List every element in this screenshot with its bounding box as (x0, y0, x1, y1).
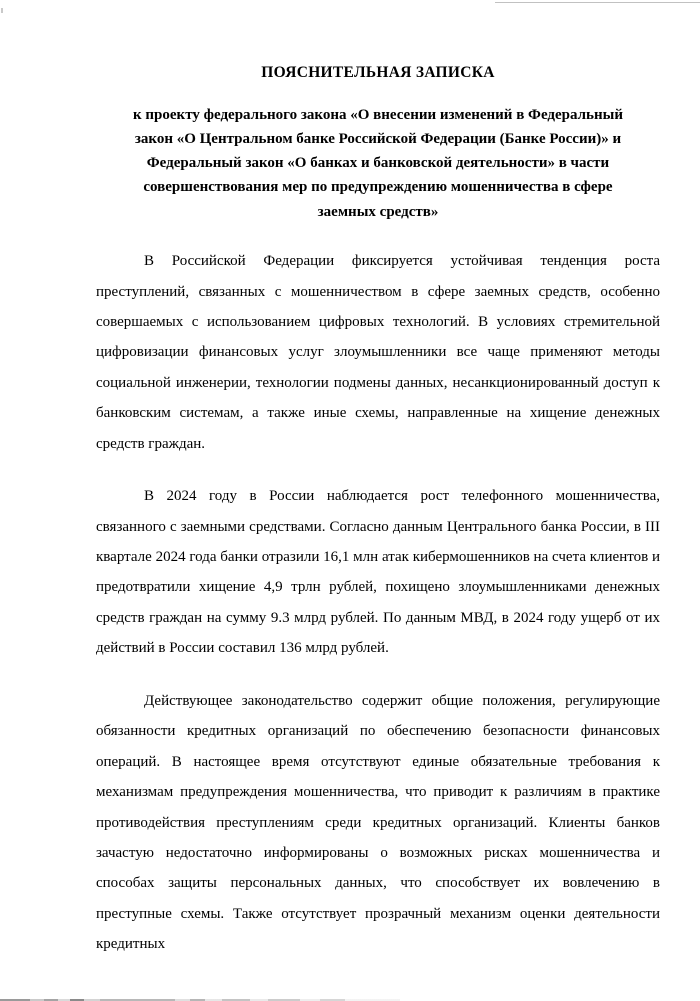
scan-artifact-speck (1, 8, 3, 13)
body-paragraph: Действующее законодательство содержит общие положения, регулирующие обязанности кредитных организаций по обеспечению безопасности финансовых операций. В настоящее время отсутствуют единые обязательные требования к механизмам предупреждения мошенничества, что приводит к различиям в практике противодействия преступлениям среди кредитных организаций. Клиенты банков зачастую недостаточно информированы о возможных рисках мошенничества и способах защиты персональных данных, что способствует их вовлечению в преступные схемы. Также отсутствует прозрачный механизм оценки деятельности кредитных (96, 692, 660, 953)
page-title: ПОЯСНИТЕЛЬНАЯ ЗАПИСКА (261, 64, 495, 81)
document-content (96, 0, 660, 960)
document-subtitle: к проекту федерального закона «О внесении изменений в Федеральный закон «О Центральном банке Российской Федерации (Банке России)» и Федеральный закон «О банках и банковской деятельности» в части совершенствования мер по предупреждению мошенничества в сфере заемных средств» (133, 106, 623, 220)
body-paragraph: В Российской Федерации фиксируется устойчивая тенденция роста преступлений, связанных с мошенничеством в сфере заемных средств, особенно совершаемых с использованием цифровых технологий. В условиях стремительной цифровизации финансовых услуг злоумышленники все чаще применяют методы социальной инженерии, технологии подмены данных, несанкционированный доступ к банковским системам, а также иные схемы, направленные на хищение денежных средств граждан. (96, 253, 660, 452)
body-paragraph: В 2024 году в России наблюдается рост телефонного мошенничества, связанного с заемными средствами. Согласно данным Центрального банка России, в III квартале 2024 года банки отразили 16,1 млн атак кибермошенников на счета клиентов и предотвратили хищение 4,9 трлн рублей, похищено злоумышленниками денежных средств граждан на сумму 9.3 млрд рублей. По данным МВД, в 2024 году ущерб от их действий в России составил 136 млрд рублей. (96, 488, 660, 657)
